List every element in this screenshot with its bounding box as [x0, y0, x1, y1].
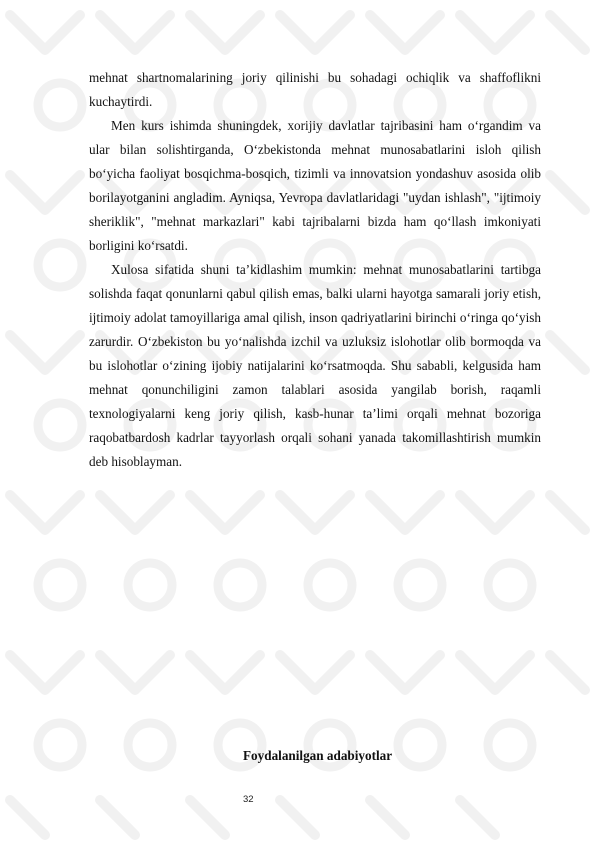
paragraph-foreign-experience: Men kurs ishimda shuningdek, xorijiy davlatlar tajribasini ham o‘rgandim va ular bilan solishtirganda, O‘zbekistonda mehnat munosabatlarini isloh qilish bo‘yicha faoliyat bosqichma-bosqich, tizimli va innovatsion yondashuv asosida olib borilayotganini angladim. Ayniqsa, Yevropa davlatlaridagi "uydan ishlash", "ijtimoiy sheriklik", "mehnat markazlari" kabi tajribalarni bizda ham qo‘llash imkoniyati borligini ko‘rsatdi.	[89, 118, 541, 253]
paragraph-conclusion: Xulosa sifatida shuni ta’kidlashim mumkin: mehnat munosabatlarini tartibga solishda faqat qonunlarni qabul qilish emas, balki ularni hayotga samarali joriy etish, ijtimoiy adolat tamoyillariga amal qilish, inson qadriyatlarini birinchi o‘ringa qo‘yish zarurdir. O‘zbekiston bu yo‘nalishda izchil va uzluksiz islohotlar olib bormoqda va bu islohotlar o‘zining ijobiy natijalarini ko‘rsatmoqda. Shu sababli, kelgusida ham mehnat qonunchiligini zamon talablari asosida yangilab borish, raqamli texnologiyalarni keng joriy qilish, kasb-hunar ta’limi orqali mehnat bozoriga raqobatbardosh kadrlar tayyorlash orqali sohani yanada takomillashtirish mumkin deb hisoblayman.	[89, 262, 541, 469]
references-heading: Foydalanilgan adabiyotlar	[243, 748, 393, 763]
paragraph-continuation: mehnat shartnomalarining joriy qilinishi bu sohadagi ochiqlik va shaffoflikni kuchaytirdi.	[89, 70, 541, 109]
page-number: 32	[243, 794, 254, 805]
document-body	[89, 66, 541, 474]
